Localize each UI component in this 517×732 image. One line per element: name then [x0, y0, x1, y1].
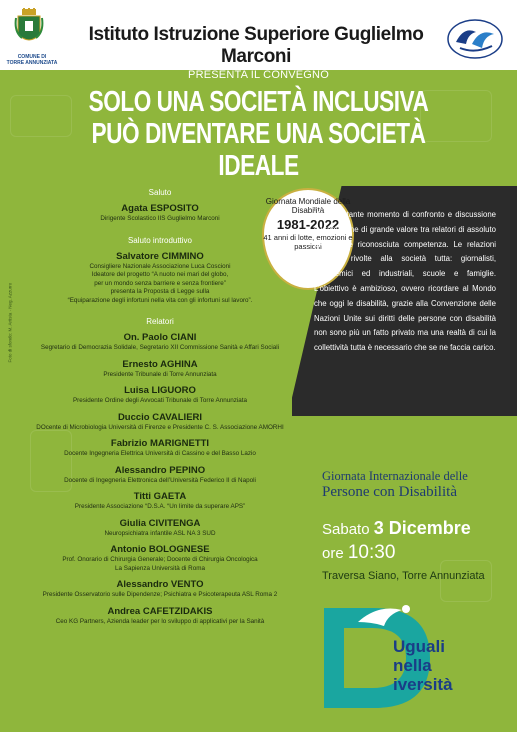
logo-word-3: iversità: [393, 675, 453, 694]
comune-label-line: TORRE ANNUNZIATA: [6, 60, 58, 66]
event-time: [322, 542, 395, 564]
relatori-list: [22, 332, 298, 626]
municipal-crest-icon: [14, 8, 44, 48]
section-heading-saluto-introduttivo: Saluto introduttivo: [127, 235, 193, 245]
school-title: Istituto Istruzione Superiore Guglielmo Marconi: [88, 24, 424, 67]
logo-words: [393, 637, 453, 694]
speaker-role: Docente Ingegneria Elettrica Università di Cassino e del Basso Lazio: [64, 450, 256, 457]
speaker-block: [22, 359, 298, 380]
speaker-role: Presidente Tribunale di Torre Annunziata: [103, 370, 217, 378]
badge-years: 1981-2022: [276, 217, 340, 232]
school-logo-icon: [446, 18, 504, 60]
speaker-name: Titti GAETA: [133, 491, 187, 502]
speaker-name: Andrea CAFETZIDAKIS: [107, 605, 213, 617]
comune-label: [6, 54, 58, 66]
speaker-role: Prof. Onorario di Chirurgia Generale; Docente di Chirurgia Oncologica: [62, 556, 258, 563]
speaker-role: Presidente Ordine degli Avvocati Tribunale di Torre Annunziata: [72, 397, 248, 404]
speaker-block: [22, 579, 298, 600]
event-day: Sabato: [322, 521, 370, 538]
speaker-name: Agata ESPOSITO: [121, 203, 199, 214]
event-title-line-1: Giornata Internazionale delle: [322, 469, 468, 483]
speaker-block: [22, 412, 298, 433]
speaker-name: On. Paolo CIANI: [123, 332, 197, 343]
speaker-name: Ernesto AGHINA: [122, 358, 198, 370]
speaker-role: Segretario di Democrazia Solidale, Segretario XII Commissione Sanità e Affari Sociali: [40, 344, 280, 351]
speaker-block: [22, 518, 298, 539]
main-title-line-2: PUÒ DIVENTARE UNA SOCIETÀ IDEALE: [91, 118, 426, 182]
badge-line-1: Giornata Mondiale della Disabilità: [265, 197, 351, 215]
speaker-name: Giulia CIVITENGA: [119, 517, 201, 529]
speaker-role: “Equiparazione degli infortuni nella vita con gli infortuni sul lavoro”.: [67, 296, 253, 304]
speaker-block: [22, 606, 298, 627]
speaker-block: [22, 251, 298, 306]
event-time-value: 10:30: [347, 542, 396, 563]
logo-word-2: nella: [393, 656, 432, 675]
intro-text: Un importante momento di confronto e discussione su tematiche di grande valore tra relatori di assoluto prestigio e riconosciuta competenza. Le relazioni saranno rivolte alla società tutta: giornalisti, accademici ed industriali, scuole e famiglie. L’obiettivo è ambizioso, ovvero ricordare al Mondo che oggi le disabilità, grazie alla Convenzione delle Nazioni Unite sui diritti delle persone con disabilità non sono più un fatto privato ma una realtà di cui la collettività tutta è necessario che se ne faccia carico.: [314, 210, 496, 353]
speaker-block: [22, 465, 298, 486]
speaker-role: Presidente Associazione “D.S.A. “Un limite da superare APS”: [74, 503, 246, 510]
event-date: [322, 518, 471, 539]
speaker-block: [22, 438, 298, 459]
speaker-role: Consigliere Nazionale Associazione Luca Coscioni: [89, 262, 231, 270]
speaker-role: DOcente di Microbiologia Università di Firenze e Presidente C. S. Associazione AMORHI: [36, 423, 284, 431]
speaker-role: Dirigente Scolastico IIS Guglielmo Marconi: [100, 215, 220, 222]
photo-credit: Foto di sfondo: M. Artista · Neg. Azzurro: [7, 282, 13, 363]
speaker-role: Presidente Osservatorio sulle Dipendenze; Psichiatra e Psicoterapeuta ASL Roma 2: [42, 591, 278, 598]
comune-label-line: COMUNE DI: [17, 54, 47, 60]
speakers-column: [22, 188, 298, 632]
speaker-role: per un mondo senza barriere e senza frontiere”: [94, 279, 226, 287]
speaker-role: Neuropsichiatra infantile ASL NA 3 SUD: [104, 529, 216, 537]
speaker-name: Alessandro VENTO: [116, 579, 204, 590]
speaker-name: Fabrizio MARIGNETTI: [110, 438, 210, 449]
speaker-role: Docente di Ingegneria Elettronica dell’Università Federico II di Napoli: [64, 476, 256, 484]
event-venue: Traversa Siano, Torre Annunziata: [322, 570, 485, 582]
section-heading-saluto: Saluto: [148, 188, 172, 197]
speaker-name: Duccio CAVALIERI: [117, 411, 203, 423]
speaker-name: Salvatore CIMMINO: [116, 250, 204, 262]
speaker-name: Luisa LIGUORO: [124, 385, 196, 396]
speaker-role: presenta la Proposta di Legge sulla: [110, 288, 210, 295]
badge-line-2: 41 anni di lotte, emozioni e passioni: [263, 233, 353, 251]
presenta-label: PRESENTA IL CONVEGNO: [188, 69, 329, 81]
logo-word-1: Uguali: [393, 637, 445, 656]
main-title-line-1: SOLO UNA SOCIETÀ INCLUSIVA: [88, 86, 429, 118]
section-heading-relatori: Relatori: [146, 317, 174, 326]
event-title-line-2: Persone con Disabilità: [322, 484, 457, 500]
event-time-prefix: ore: [322, 545, 344, 562]
speaker-block: [22, 385, 298, 406]
speaker-name: Antonio BOLOGNESE: [110, 544, 210, 555]
speaker-block: [22, 544, 298, 573]
event-date-value: 3 Dicembre: [373, 518, 471, 538]
speaker-block: [22, 491, 298, 512]
speaker-role: Ideatore del progetto “A nuoto nei mari del globo,: [91, 271, 229, 278]
event-title: [322, 468, 512, 500]
speaker-block: [22, 332, 298, 353]
speaker-block: [22, 203, 298, 224]
speaker-role: Ceo KG Partners, Azienda leader per lo sviluppo di applicativi per la Sanità: [55, 617, 265, 625]
speaker-role: La Sapienza Università di Roma: [115, 564, 205, 572]
speaker-name: Alessandro PEPINO: [114, 464, 206, 476]
